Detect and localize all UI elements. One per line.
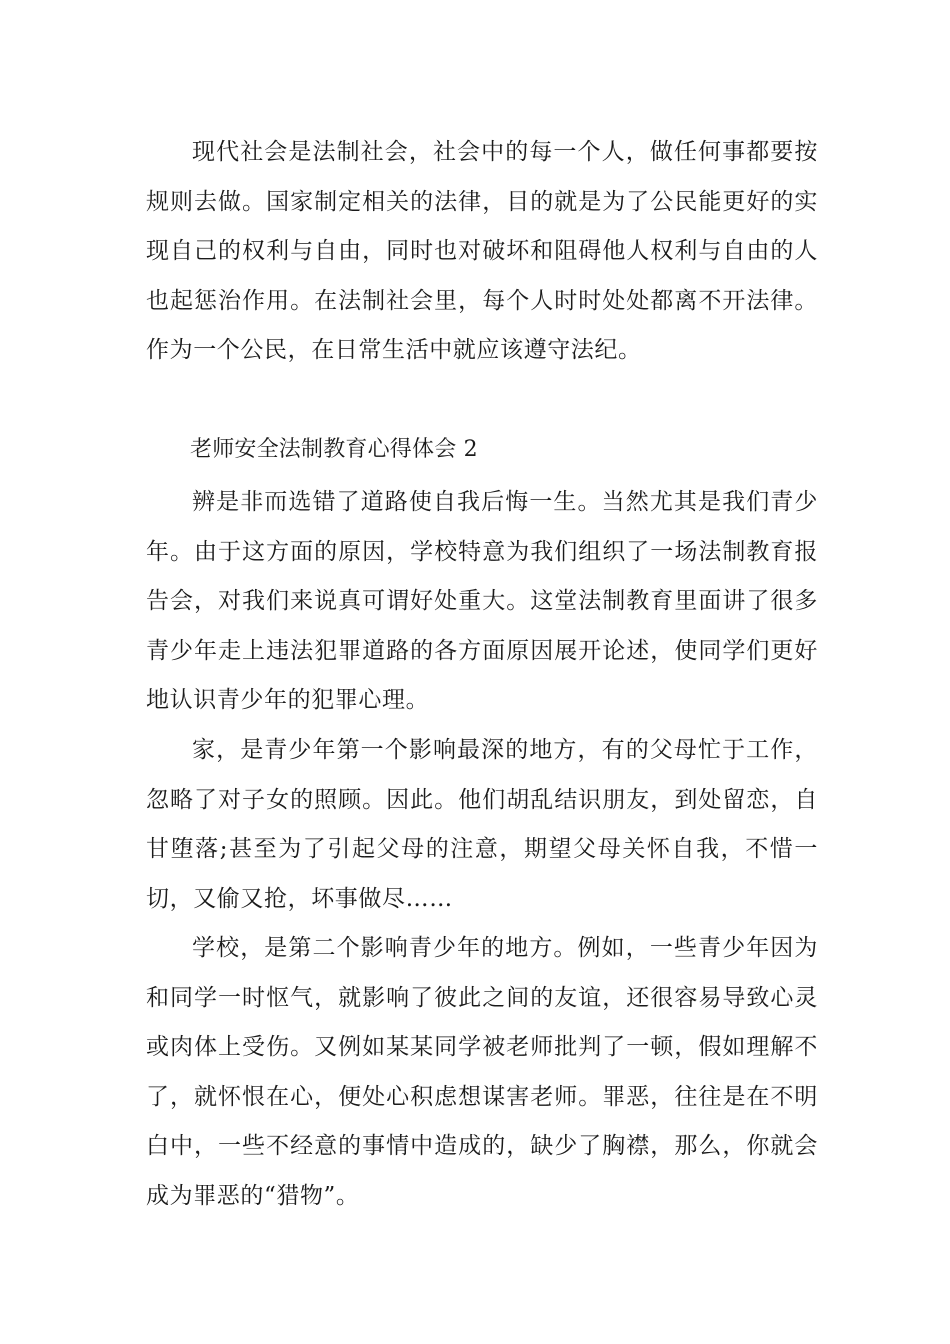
paragraph-school-influence: 学校，是第二个影响青少年的地方。例如，一些青少年因为和同学一时怄气，就影响了彼此之间的友谊，还很容易导致心灵或肉体上受伤。又例如某某同学被老师批判了一顿，假如理解不了，就怀恨在心，便处心积虑想谋害老师。罪恶，往往是在不明白中，一些不经意的事情中造成的，缺少了胸襟，那么，你就会成为罪恶的“猎物”。 [146,935,818,1209]
paragraph-report-meeting: 辨是非而选错了道路使自我后悔一生。当然尤其是我们青少年。由于这方面的原因，学校特意为我们组织了一场法制教育报告会，对我们来说真可谓好处重大。这堂法制教育里面讲了很多青少年走上违法犯罪道路的各方面原因展开论述，使同学们更好地认识青少年的犯罪心理。 [146,489,818,713]
paragraph-legal-society: 现代社会是法制社会，社会中的每一个人，做任何事都要按规则去做。国家制定相关的法律，目的就是为了公民能更好的实现自己的权利与自由，同时也对破坏和阻碍他人权利与自由的人也起惩治作用。在法制社会里，每个人时时处处都离不开法律。作为一个公民，在日常生活中就应该遵守法纪。 [146,139,818,363]
section-heading: 老师安全法制教育心得体会 2 [190,437,478,462]
paragraph-family-influence: 家，是青少年第一个影响最深的地方，有的父母忙于工作，忽略了对子女的照顾。因此。他们胡乱结识朋友，到处留恋，自甘堕落;甚至为了引起父母的注意，期望父母关怀自我，不惜一切，又偷又抢，坏事做尽…… [146,737,818,912]
